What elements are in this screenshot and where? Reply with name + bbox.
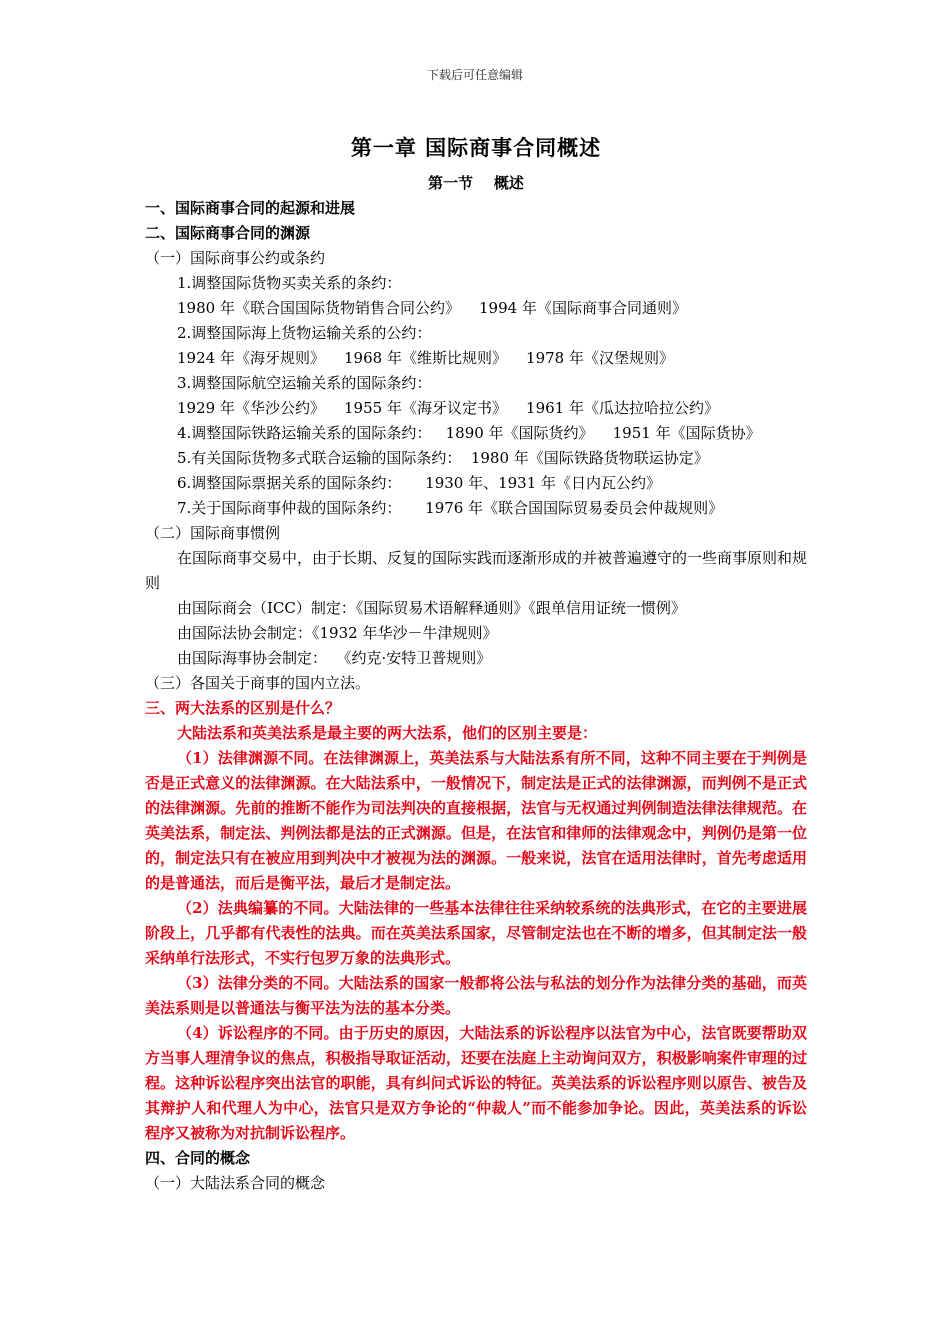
convention-item: 2.调整国际海上货物运输关系的公约： — [177, 324, 432, 342]
heading-origin: 一、国际商事合同的起源和进展 — [145, 199, 356, 217]
heading-sources: 二、国际商事合同的渊源 — [145, 224, 311, 242]
difference-paragraph: （1）法律渊源不同。在法律渊源上，英美法系与大陆法系有所不同，这种不同主要在于判例是否是正式意义的法律渊源。在大陆法系中，一般情况下，制定法是正式的法律渊源，而判例不是正式的法律渊源。先前的推断不能作为司法判决的直接根据，法官与无权通过判例制造法律法律规范。在英美法系，制定法、判例法都是法的正式渊源。但是，在法官和律师的法律观念中，判例仍是第一位的，制定法只有在被应用到判决中才被视为法的渊源。一般来说，法官在适用法律时，首先考虑适用的是普通法，而后是衡平法，最后才是制定法。 — [145, 749, 807, 892]
convention-item: 3.调整国际航空运输关系的国际条约： — [177, 374, 432, 392]
convention-item: 1924 年《海牙规则》 1968 年《维斯比规则》 1978 年《汉堡规则》 — [177, 349, 674, 367]
customs-item: 由国际海事协会制定： 《约克·安特卫普规则》 — [177, 649, 492, 667]
customs-item: 由国际商会（ICC）制定：《国际贸易术语解释通则》《跟单信用证统一惯例》 — [177, 599, 686, 617]
subheading-conventions: （一）国际商事公约或条约 — [145, 249, 326, 267]
subheading-domestic-law: （三）各国关于商事的国内立法。 — [145, 674, 371, 692]
header-note: 下载后可任意编辑 — [426, 68, 523, 82]
convention-item: 5.有关国际货物多式联合运输的国际条约： 1980 年《国际铁路货物联运协定》 — [177, 449, 709, 467]
convention-item: 1.调整国际货物买卖关系的条约： — [177, 274, 402, 292]
document-body — [145, 132, 807, 1196]
legal-systems-intro: 大陆法系和英美法系是最主要的两大法系，他们的区别主要是： — [177, 724, 598, 742]
convention-item: 6.调整国际票据关系的国际条约： 1930 年、1931 年《日内瓦公约》 — [177, 474, 662, 492]
convention-item: 1929 年《华沙公约》 1955 年《海牙议定书》 1961 年《瓜达拉哈拉公约》 — [177, 399, 719, 417]
difference-paragraph: （4）诉讼程序的不同。由于历史的原因，大陆法系的诉讼程序以法官为中心，法官既要帮助双方当事人理清争议的焦点，积极指导取证活动，还要在法庭上主动询问双方，积极影响案件审理的过程。这种诉讼程序突出法官的职能，具有纠问式诉讼的特征。英美法系的诉讼程序则以原告、被告及其辩护人和代理人为中心，法官只是双方争论的“仲裁人”而不能参加争论。因此，英美法系的诉讼程序又被称为对抗制诉讼程序。 — [145, 1024, 807, 1142]
convention-item: 1980 年《联合国国际货物销售合同公约》 1994 年《国际商事合同通则》 — [177, 299, 687, 317]
convention-item: 4.调整国际铁路运输关系的国际条约： 1890 年《国际货约》 1951 年《国际货协》 — [177, 424, 761, 442]
convention-item: 7.关于国际商事仲裁的国际条约： 1976 年《联合国国际贸易委员会仲裁规则》 — [177, 499, 724, 517]
subheading-civil-law-contract: （一）大陆法系合同的概念 — [145, 1174, 326, 1192]
heading-legal-systems: 三、两大法系的区别是什么？ — [145, 699, 341, 717]
difference-paragraph: （2）法典编纂的不同。大陆法律的一些基本法律往往采纳较系统的法典形式，在它的主要进展阶段上，几乎都有代表性的法典。而在英美法系国家，尽管制定法也在不断的增多，但其制定法一般采纳单行法形式，不实行包罗万象的法典形式。 — [145, 899, 807, 967]
heading-contract-concept: 四、合同的概念 — [145, 1149, 251, 1167]
section-title: 第一节 概述 — [428, 174, 524, 192]
chapter-title: 第一章 国际商事合同概述 — [350, 135, 602, 160]
subheading-customs: （二）国际商事惯例 — [145, 524, 281, 542]
customs-item: 由国际法协会制定：《1932 年华沙－牛津规则》 — [177, 624, 498, 642]
customs-paragraph: 在国际商事交易中，由于长期、反复的国际实践而逐渐形成的并被普遍遵守的一些商事原则和规则 — [145, 549, 808, 592]
difference-paragraph: （3）法律分类的不同。大陆法系的国家一般都将公法与私法的划分作为法律分类的基础，而英美法系则是以普通法与衡平法为法的基本分类。 — [145, 974, 807, 1017]
